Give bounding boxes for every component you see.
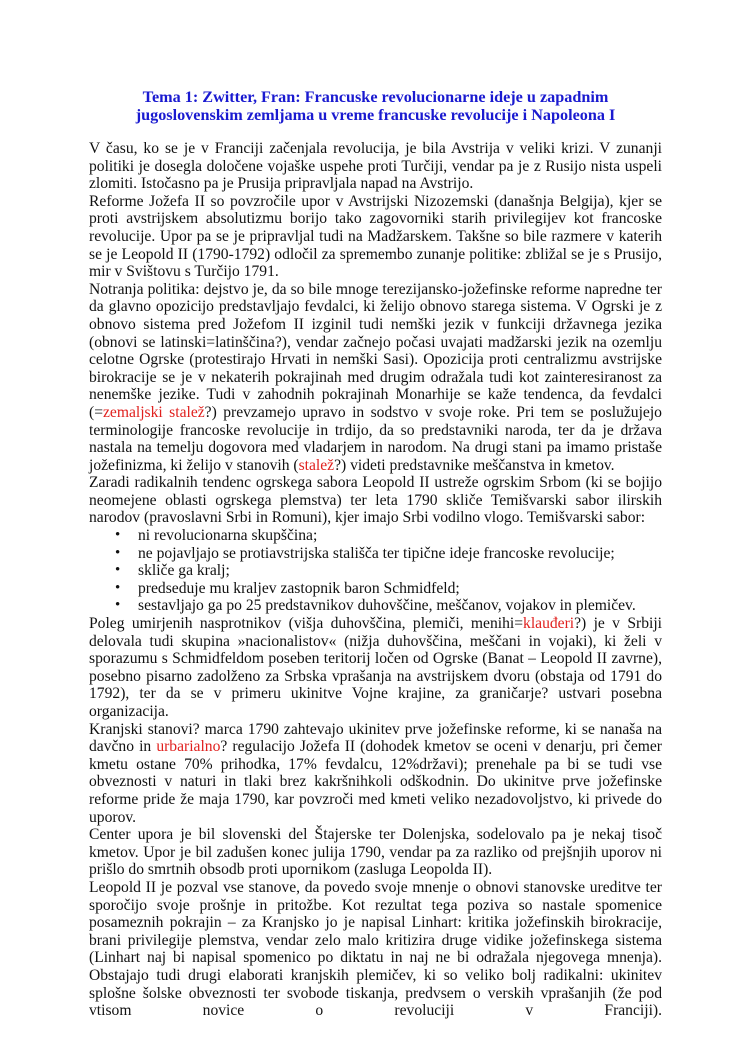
text-segment: Poleg umirjenih nasprotnikov (višja duhovščina, plemiči, menihi= xyxy=(89,615,524,633)
paragraph-serbian-nationalists xyxy=(89,615,662,721)
list-item xyxy=(89,545,662,563)
list-item xyxy=(89,527,662,545)
bullet-icon: • xyxy=(115,562,121,579)
paragraph-joseph-reforms: Reforme Jožefa II so povzročile upor v Avstrijski Nizozemski (današnja Belgija), kjer se proti avstrijskem absolutizmu borijo tako zagovorniki starih privilegijev kot francoske revolucije. Upor pa se je pripravljal tudi na Madžarskem. Takšne so bile razmere v katerih se je Leopold II (1790-1792) odločil za spremembo zunanje politike: zbližal se je s Prusijo, mir v Svištovu s Turčijo 1791. xyxy=(89,192,662,281)
list-item-text: predseduje mu kraljev zastopnik baron Schmidfeld; xyxy=(138,579,460,597)
list-item xyxy=(89,562,662,580)
highlighted-term: stalež xyxy=(298,456,335,474)
text-segment: Kranjski stanovi? marca 1790 zahtevajo ukinitev prve jožefinske reforme, ki se nanaša na davčno in xyxy=(89,720,662,756)
document-body xyxy=(89,140,662,1020)
paragraph-domestic-policy xyxy=(89,281,662,475)
text-segment: ? regulacijo Jožefa II (dohodek kmetov se oceni v denarju, pri čemer kmetu ostane 70% prihodka, 17% fevdalcu, 12%državi); prenehale pa bi se tudi vse obveznosti v naturi in tlaki brez kakršnihkoli odškodnin. Do ukinitve prve jožefinske reforme pride že maja 1790, kar povzroči med kmeti veliko nezadovoljstvo, ki privede do uporov. xyxy=(89,738,662,826)
bullet-icon: • xyxy=(115,544,121,561)
sabor-bullet-list xyxy=(89,527,662,615)
text-segment: ?) prevzamejo upravo in sodstvo v svoje roke. Pri tem se poslužujejo terminologije francoske revolucije in trdijo, da so predstavniki naroda, ter da je država nastala na temelju dogovora med vladarjem in narodom. Na drugi stani pa imamo pristaše jožefinizma, ki želijo v stanovih ( xyxy=(89,403,662,474)
highlighted-term: zemaljski stalež xyxy=(103,403,205,421)
bullet-icon: • xyxy=(115,579,121,596)
list-item-text: ni revolucionarna skupščina; xyxy=(138,527,318,545)
document-page xyxy=(89,88,662,1020)
paragraph-leopold-memoranda: Leopold II je pozval vse stanove, da povedo svoje mnenje o obnovi stanovske ureditve ter sporočijo svoje prošnje in pritožbe. Kot rezultat tega poziva so nastale spomenice posameznih pokrajin – za Kranjsko jo je napisal Linhart: kritika jožefinskih birokracije, brani privilegije plemstva, vendar zelo malo kritizira druge vidike jožefinskega sistema (Linhart naj bi napisal spomenico po diktatu in naj ne bi odražala njegovega mnenja). Obstajajo tudi drugi elaborati kranjskih plemičev, ki so veliko bolj radikalni: ukinitev splošne šolske obveznosti ter svobode tiskanja, predvsem o verskih vprašanjih (že pod vtisom novice o revoluciji v Franciji). xyxy=(89,878,662,1020)
list-item-text: ne pojavljajo se protiavstrijska stališča ter tipične ideje francoske revolucije; xyxy=(138,544,615,562)
list-item-text: skliče ga kralj; xyxy=(138,562,230,580)
title-line-2: jugoslovenskim zemljama u vreme francuske revolucije i Napoleona I xyxy=(135,106,616,124)
paragraph-peasant-revolt: Center upora je bil slovenski del Štajerske ter Dolenjska, sodelovalo pa je nekaj tisoč kmetov. Upor je bil zadušen konec julija 1790, vendar pa za razliko od prejšnjih uporov ni prišlo do smrtnih obsodb proti upornikom (zasluga Leopolda II). xyxy=(89,826,662,879)
bullet-icon: • xyxy=(115,597,121,614)
text-segment: ?) je v Srbiji delovala tudi skupina »nacionalistov« (nižja duhovščina, meščani in vojaki), ki želi v sporazumu s Schmidfeldom poseben teritorij ločen od Ogrske (Banat – Leopold II zavrne), posebno pisarno zadolženo za Srbska vprašanja na avstrijskem dvoru (obstaja od 1791 do 1792), ter da se v primeru ukinitve Vojne krajine, za graničarje? ustvari posebna organizacija. xyxy=(89,615,662,720)
text-segment: ?) videti predstavnike meščanstva in kmetov. xyxy=(334,456,615,474)
paragraph-foreign-policy-crisis: V času, ko se je v Franciji začenjala revolucija, je bila Avstrija v veliki krizi. V zunanji politiki je dosegla določene vojaške uspehe proti Turčiji, vendar pa je z Rusijo nista uspeli zlomiti. Istočasno pa je Prusija pripravljala napad na Avstrijo. xyxy=(89,140,662,193)
list-item xyxy=(89,580,662,598)
paragraph-temisvar-sabor: Zaradi radikalnih tendenc ogrskega sabora Leopold II ustreže ogrskim Srbom (ki se bojijo neomejene oblasti ogrskega plemstva) ter leta 1790 skliče Temišvarski sabor ilirskih narodov (pravoslavni Srbi in Romuni), kjer imajo Srbi vodilno vlogo. Temišvarski sabor: xyxy=(89,474,662,527)
highlighted-term: urbarialno xyxy=(156,738,221,756)
bullet-icon: • xyxy=(115,527,121,544)
text-segment: Notranja politika: dejstvo je, da so bile mnoge terezijansko-jožefinske reforme napredne ter da glavno opozicijo predstavljajo fevdalci, ki želijo obnovo starega sistema. V Ogrski je z obnovo sistema pred Jožefom II izginil tudi nemški jezik v funkciji državnega jezika (obnovi se latinski=latinščina?), vendar začnejo počasi uvajati madžarski jezik na ozemlju celotne Ogrske (protestirajo Hrvati in nemški Sasi). Opozicija proti centralizmu avstrijske birokracije se je v nekaterih pokrajinah med drugim odražala tudi kot zainteresiranost za nenemške jezike. Tudi v zahodnih pokrajinah Monarhije se kaže tendenca, da fevdalci (= xyxy=(89,280,662,421)
title-line-1: Tema 1: Zwitter, Fran: Francuske revolucionarne ideje u zapadnim xyxy=(142,88,609,106)
list-item-text: sestavljajo ga po 25 predstavnikov duhovščine, meščanov, vojakov in plemičev. xyxy=(138,597,636,615)
paragraph-carniolan-estates xyxy=(89,721,662,827)
document-title xyxy=(89,88,662,124)
list-item xyxy=(89,597,662,615)
highlighted-term: klauđeri xyxy=(523,615,575,633)
